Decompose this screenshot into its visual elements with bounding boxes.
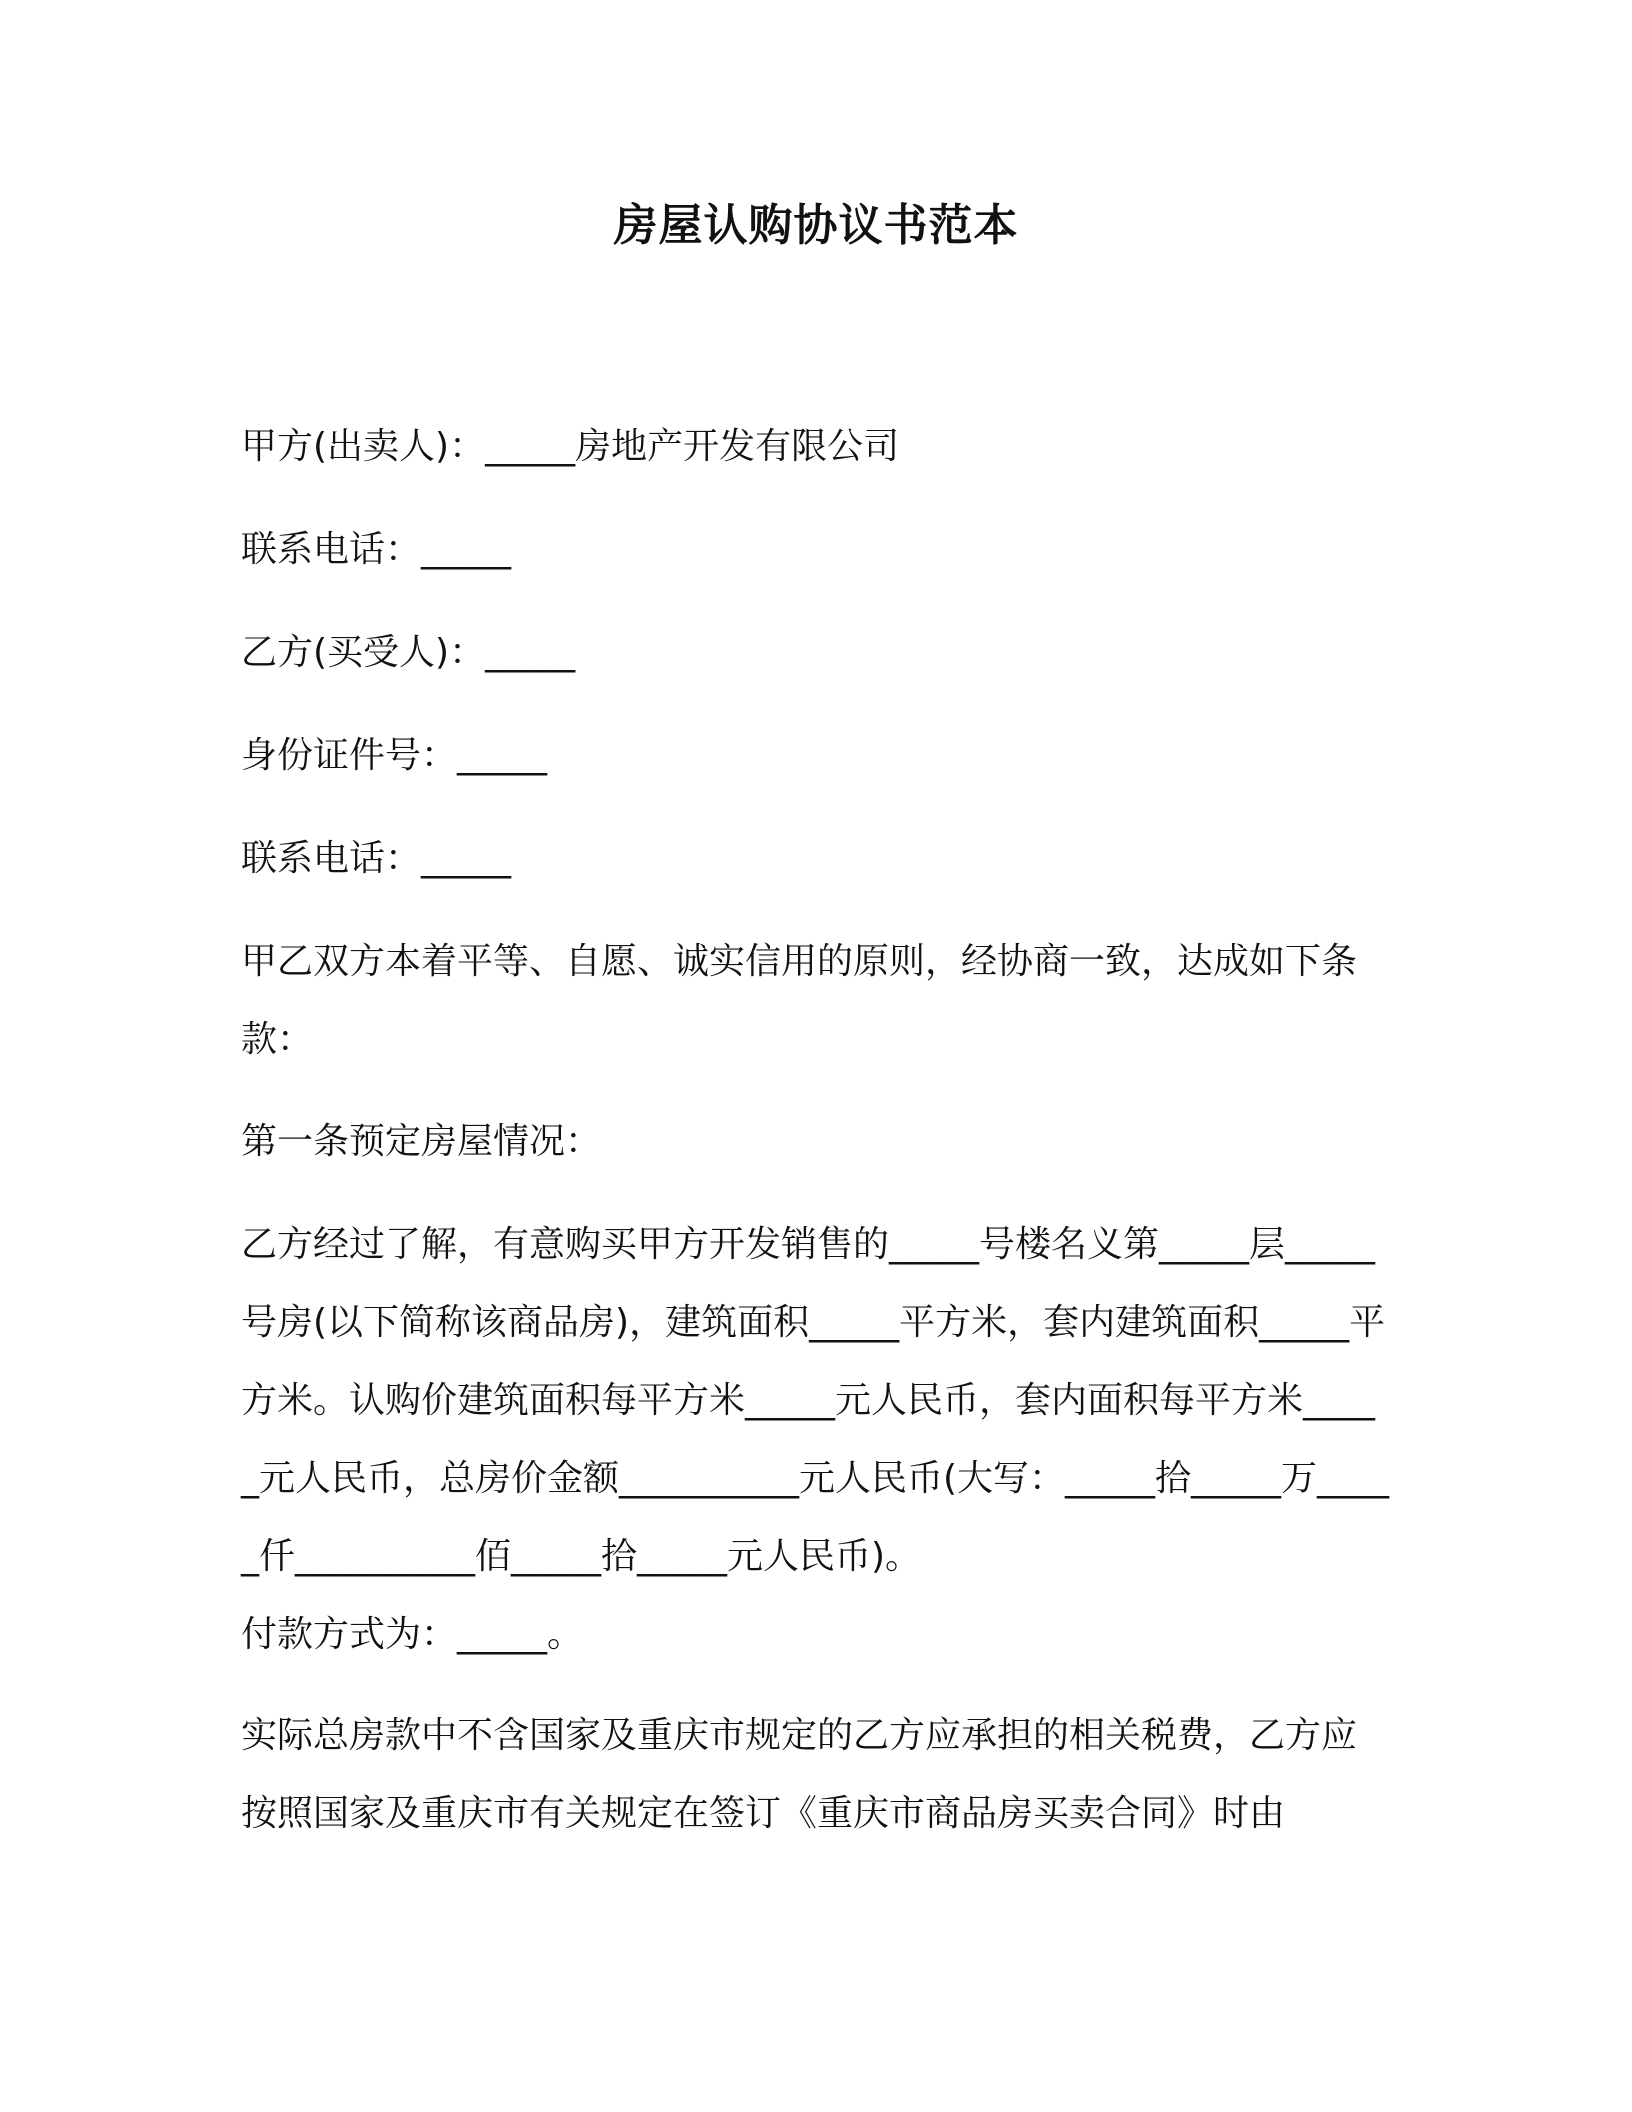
- seller-phone-line: 联系电话：_____: [241, 529, 512, 570]
- buyer-line: 乙方(买受人)：_____: [241, 632, 576, 673]
- preamble-paragraph: 甲乙双方本着平等、自愿、诚实信用的原则，经协商一致，达成如下条款：: [241, 941, 1358, 1060]
- payment-method-line: 付款方式为：_____。: [241, 1614, 584, 1655]
- document-title: 房屋认购协议书范本: [613, 200, 1019, 251]
- seller-line: 甲方(出卖人)：_____房地产开发有限公司: [241, 426, 900, 467]
- article1-heading: 第一条预定房屋情况：: [241, 1121, 602, 1162]
- buyer-phone-line: 联系电话：_____: [241, 838, 512, 879]
- article1-body: 乙方经过了解，有意购买甲方开发销售的_____号楼名义第_____层_____号房(以下简称该商品房)，建筑面积_____平方米，套内建筑面积_____平方米。认购价建筑面积每平方米_____元人民币，套内面积每平方米_____元人民币，总房价金额__________元人民币(大写：_____拾_____万_____仟__________佰_____拾_____元人民币)。: [241, 1224, 1390, 1577]
- buyer-id-line: 身份证件号：_____: [241, 735, 548, 776]
- taxes-paragraph: 实际总房款中不含国家及重庆市规定的乙方应承担的相关税费，乙方应按照国家及重庆市有关规定在签订《重庆市商品房买卖合同》时由: [241, 1715, 1358, 1834]
